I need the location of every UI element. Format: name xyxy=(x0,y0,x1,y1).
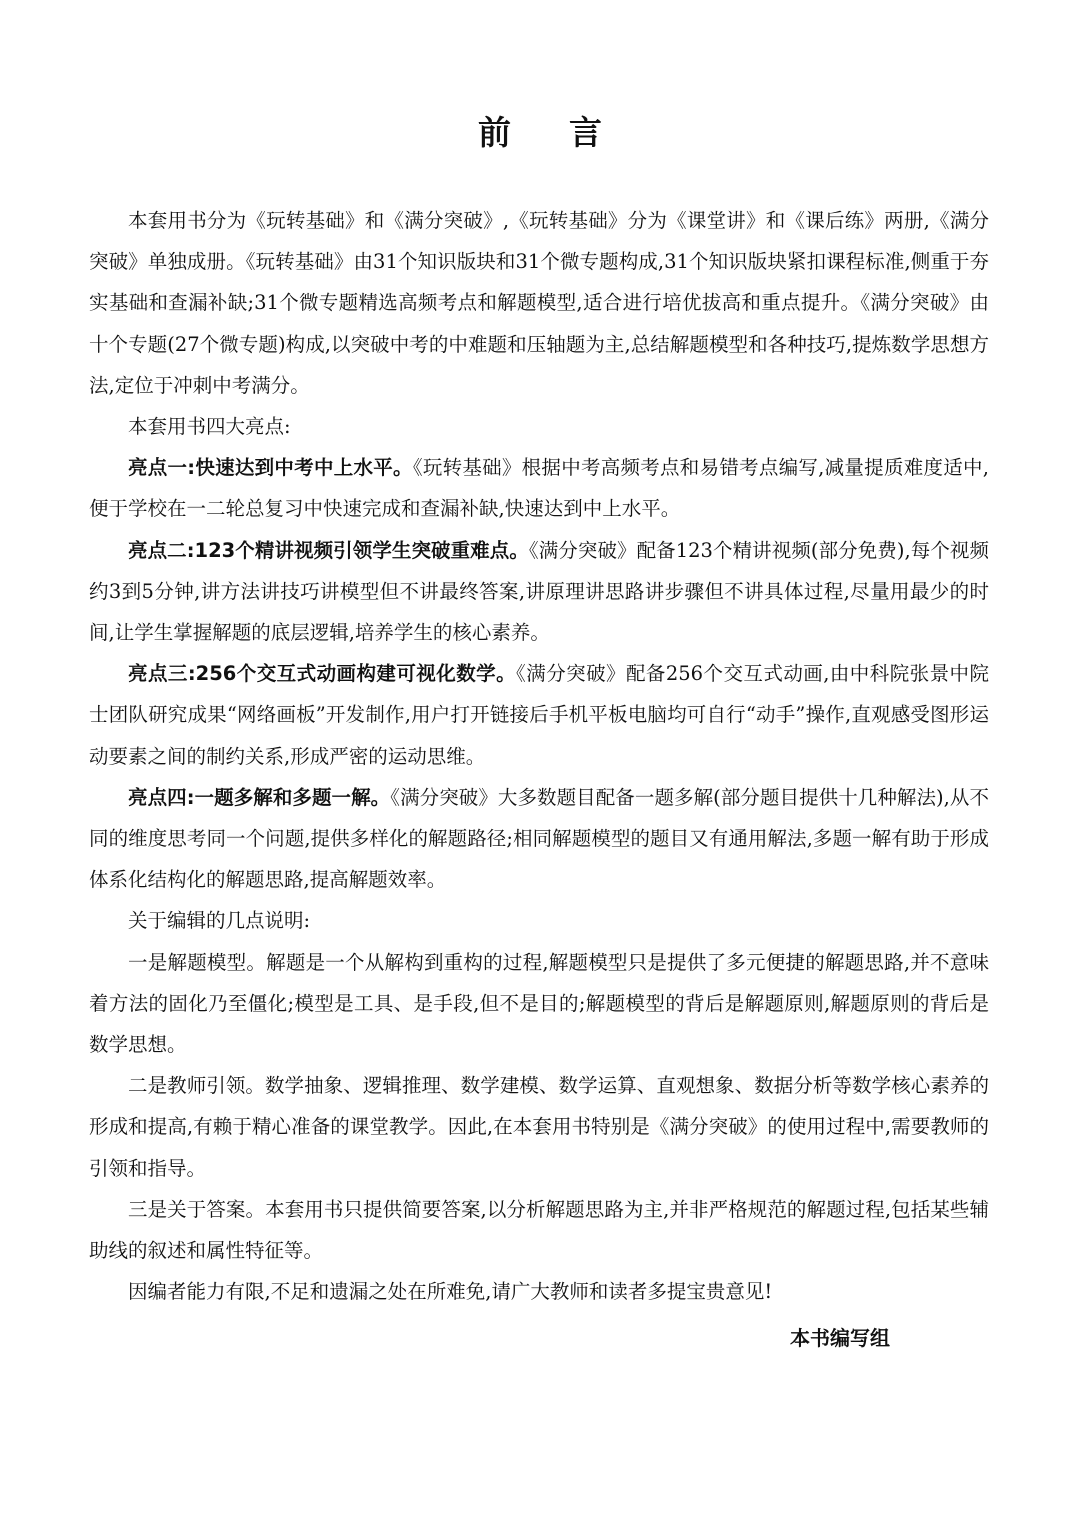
highlight-1-text: 《玩转基础》根据中考高频考点和易错考点编写,减量提质难度适中,便于学校在一二轮总复习中快速完成和查漏补缺,快速达到中上水平。 xyxy=(89,456,989,521)
highlight-3-text: 《满分突破》配备256个交互式动画,由中科院张景中院士团队研究成果“网络画板”开发制作,用户打开链接后手机平板电脑均可自行“动手”操作,直观感受图形运动要素之间的制约关系,形成严密的运动思维。 xyxy=(89,662,989,768)
highlight-4-lead: 亮点四:一题多解和多题一解。 xyxy=(128,785,391,809)
highlight-3-paragraph xyxy=(89,653,989,777)
preface-body xyxy=(89,200,989,1312)
highlights-heading: 本套用书四大亮点: xyxy=(128,415,291,439)
closing-paragraph: 因编者能力有限,不足和遗漏之处在所难免,请广大教师和读者多提宝贵意见! xyxy=(128,1280,773,1304)
highlight-2-text: 《满分突破》配备123个精讲视频(部分免费),每个视频约3到5分钟,讲方法讲技巧讲模型但不讲最终答案,讲原理讲思路讲步骤但不讲具体过程,尽量用最少的时间,让学生掌握解题的底层逻辑,培养学生的核心素养。 xyxy=(89,538,989,645)
highlight-3-lead: 亮点三:256个交互式动画构建可视化数学。 xyxy=(128,662,517,686)
highlight-2-lead: 亮点二:123个精讲视频引领学生突破重难点。 xyxy=(128,538,529,562)
highlight-4-paragraph xyxy=(89,777,989,901)
note-2-paragraph: 二是教师引领。数学抽象、逻辑推理、数学建模、数学运算、直观想象、数据分析等数学核心素养的形成和提高,有赖于精心准备的课堂教学。因此,在本套用书特别是《满分突破》的使用过程中,需要教师的引领和指导。 xyxy=(89,1074,989,1180)
title-char-1: 前 xyxy=(478,113,511,152)
signature: 本书编写组 xyxy=(790,1326,890,1350)
highlight-1-lead: 亮点一:快速达到中考中上水平。 xyxy=(128,456,413,480)
highlight-4-text: 《满分突破》大多数题目配备一题多解(部分题目提供十几种解法),从不同的维度思考同一个问题,提供多样化的解题路径;相同解题模型的题目又有通用解法,多题一解有助于形成体系化结构化的解题思路,提高解题效率。 xyxy=(89,785,989,892)
highlight-2-paragraph xyxy=(89,530,989,654)
intro-paragraph: 本套用书分为《玩转基础》和《满分突破》,《玩转基础》分为《课堂讲》和《课后练》两册,《满分突破》单独成册。《玩转基础》由31个知识版块和31个微专题构成,31个知识版块紧扣课程标准,侧重于夯实基础和查漏补缺;31个微专题精选高频考点和解题模型,适合进行培优拔高和重点提升。《满分突破》由十个专题(27个微专题)构成,以突破中考的中难题和压轴题为主,总结解题模型和各种技巧,提炼数学思想方法,定位于冲刺中考满分。 xyxy=(89,209,989,397)
highlight-1-paragraph xyxy=(89,447,989,529)
title-char-2: 言 xyxy=(569,113,602,152)
note-1-paragraph: 一是解题模型。解题是一个从解构到重构的过程,解题模型只是提供了多元便捷的解题思路,并不意味着方法的固化乃至僵化;模型是工具、是手段,但不是目的;解题模型的背后是解题原则,解题原则的背后是数学思想。 xyxy=(89,950,989,1057)
notes-heading: 关于编辑的几点说明: xyxy=(128,909,311,933)
note-3-paragraph: 三是关于答案。本套用书只提供简要答案,以分析解题思路为主,并非严格规范的解题过程,包括某些辅助线的叙述和属性特征等。 xyxy=(89,1197,989,1263)
page-title xyxy=(0,108,1080,158)
